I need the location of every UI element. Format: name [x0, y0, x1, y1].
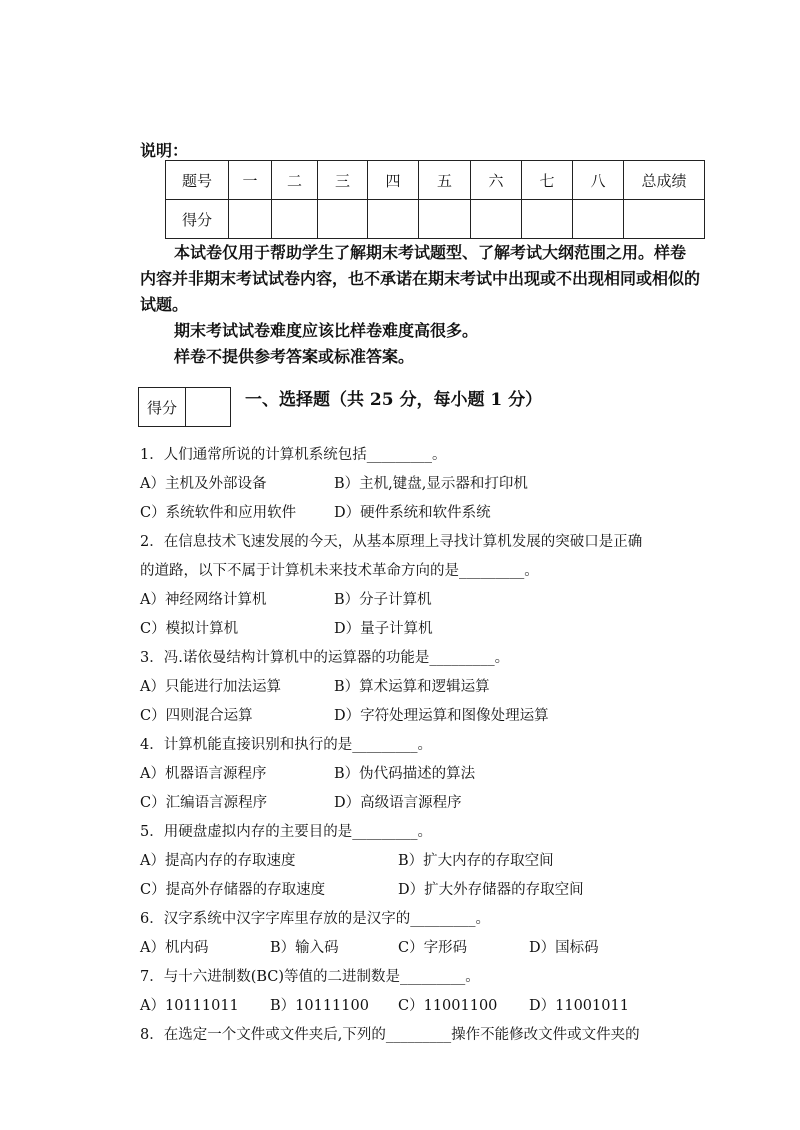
- option-row: [140, 470, 710, 499]
- note-label: 说明：: [140, 141, 189, 160]
- question-stem: 7．与十六进制数(BC)等值的二进制数是_________。: [140, 969, 480, 985]
- question-stem: 8．在选定一个文件或文件夹后,下列的_________操作不能修改文件或文件夹的: [140, 1027, 640, 1043]
- option: D）扩大外存储器的存取空间: [398, 882, 584, 898]
- section-score-label: 得分: [139, 388, 186, 427]
- score-cell: [573, 200, 624, 239]
- section-title: 一、选择题（共 25 分，每小题 1 分）: [245, 390, 543, 410]
- header-cell: 八: [573, 161, 624, 200]
- question-stem: 4．计算机能直接识别和执行的是_________。: [140, 737, 432, 753]
- option: C）模拟计算机: [140, 621, 239, 637]
- section-score-cell: [186, 388, 231, 427]
- option-row: [140, 586, 710, 615]
- option: B）算术运算和逻辑运算: [334, 679, 490, 695]
- option: D）字符处理运算和图像处理运算: [334, 708, 549, 724]
- option-row: [140, 789, 710, 818]
- instruction-paragraph: 样卷不提供参考答案或标准答案。: [174, 347, 415, 366]
- question-stem: 5．用硬盘虚拟内存的主要目的是_________。: [140, 824, 432, 840]
- option: A）主机及外部设备: [140, 476, 267, 492]
- option: B）主机,键盘,显示器和打印机: [334, 476, 528, 492]
- option: B）伪代码描述的算法: [334, 766, 476, 782]
- header-cell: 六: [471, 161, 522, 200]
- option: D）高级语言源程序: [334, 795, 462, 811]
- option-row: [140, 876, 710, 905]
- option-row: [140, 760, 710, 789]
- option-row: [140, 702, 710, 731]
- option: C）11001100: [398, 998, 498, 1014]
- option-row: [140, 673, 710, 702]
- option: C）汇编语言源程序: [140, 795, 268, 811]
- option: B）扩大内存的存取空间: [398, 853, 554, 869]
- option: C）提高外存储器的存取速度: [140, 882, 326, 898]
- option: C）四则混合运算: [140, 708, 253, 724]
- option: C）系统软件和应用软件: [140, 505, 297, 521]
- question-stem: 6．汉字系统中汉字字库里存放的是汉字的_________。: [140, 911, 490, 927]
- option: C）字形码: [398, 940, 468, 956]
- score-cell: [229, 200, 272, 239]
- score-cell: [368, 200, 419, 239]
- header-cell: 二: [272, 161, 318, 200]
- score-table-score-row: [166, 200, 705, 239]
- header-cell: 五: [419, 161, 471, 200]
- option: A）机器语言源程序: [140, 766, 267, 782]
- option: A）机内码: [140, 940, 209, 956]
- instructions: [140, 240, 700, 370]
- score-table-header-row: [166, 161, 705, 200]
- score-cell: [318, 200, 368, 239]
- option-row: [140, 615, 710, 644]
- option: D）国标码: [529, 940, 599, 956]
- option: B）10111100: [270, 998, 369, 1014]
- question-stem: 1．人们通常所说的计算机系统包括_________。: [140, 447, 447, 463]
- question-list: [140, 441, 710, 1050]
- option: A）只能进行加法运算: [140, 679, 281, 695]
- header-cell: 一: [229, 161, 272, 200]
- score-table: [165, 160, 705, 239]
- section-score-box: [138, 387, 231, 427]
- question-stem: 3．冯.诺依曼结构计算机中的运算器的功能是_________。: [140, 650, 510, 666]
- option: D）量子计算机: [334, 621, 433, 637]
- option-row: [140, 499, 710, 528]
- row-label-cell: 得分: [166, 200, 229, 239]
- header-cell: 四: [368, 161, 419, 200]
- score-cell: [272, 200, 318, 239]
- option: B）输入码: [270, 940, 339, 956]
- option: D）硬件系统和软件系统: [334, 505, 491, 521]
- option-row: [140, 934, 710, 963]
- option: D）11001011: [529, 998, 629, 1014]
- instruction-paragraph: 本试卷仅用于帮助学生了解期末考试题型、了解考试大纲范围之用。样卷内容并非期末考试试卷内容，也不承诺在期末考试中出现或不出现相同或相似的试题。: [140, 243, 701, 314]
- score-cell: [471, 200, 522, 239]
- header-cell: 题号: [166, 161, 229, 200]
- score-cell: [624, 200, 705, 239]
- question-stem: 的道路，以下不属于计算机未来技术革命方向的是_________。: [140, 563, 539, 579]
- header-cell: 总成绩: [624, 161, 705, 200]
- question-stem: 2．在信息技术飞速发展的今天，从基本原理上寻找计算机发展的突破口是正确: [140, 534, 643, 550]
- option-row: [140, 847, 710, 876]
- header-cell: 七: [522, 161, 573, 200]
- option-row: [140, 992, 710, 1021]
- option: A）10111011: [140, 998, 239, 1014]
- option: A）提高内存的存取速度: [140, 853, 296, 869]
- instruction-paragraph: 期末考试试卷难度应该比样卷难度高很多。: [174, 321, 479, 340]
- header-cell: 三: [318, 161, 368, 200]
- score-cell: [522, 200, 573, 239]
- option: B）分子计算机: [334, 592, 432, 608]
- option: A）神经网络计算机: [140, 592, 267, 608]
- score-cell: [419, 200, 471, 239]
